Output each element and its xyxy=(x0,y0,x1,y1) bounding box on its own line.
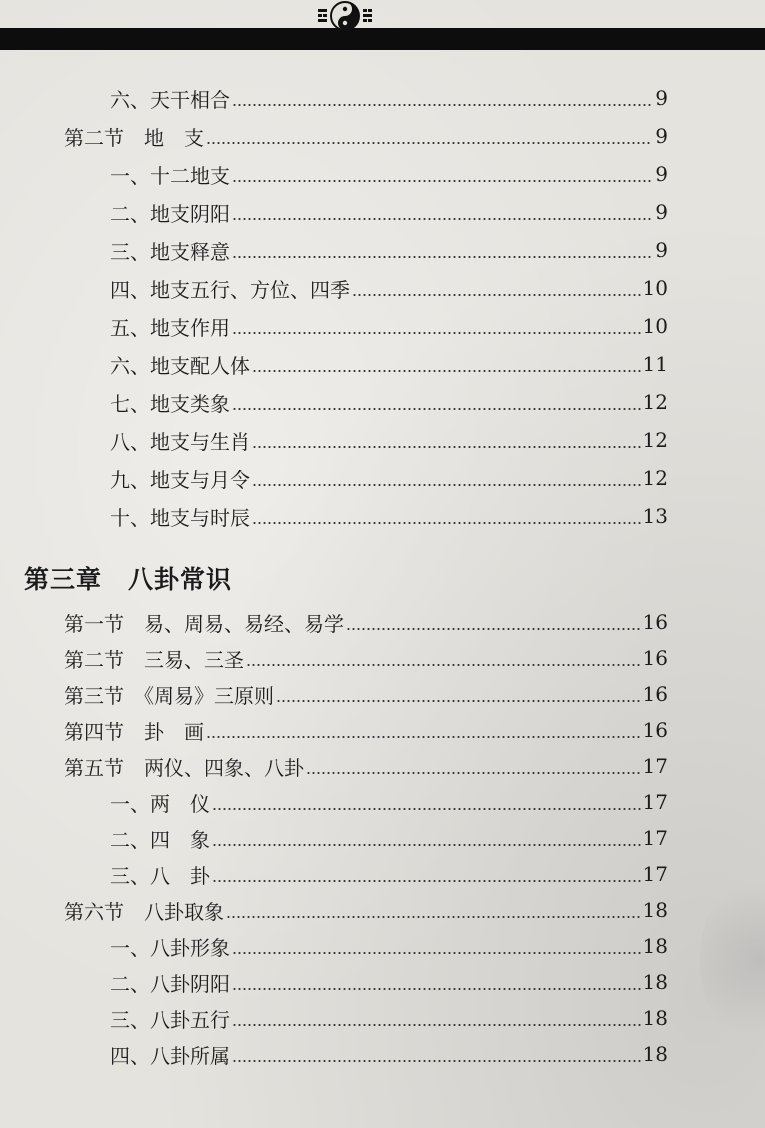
toc-page-number: 11 xyxy=(642,352,668,376)
toc-entry-label: 第二节 地 支 xyxy=(64,125,204,150)
taiji-yin-yang-icon xyxy=(314,0,376,34)
toc-item-entry xyxy=(0,233,765,267)
dot-leader xyxy=(346,611,641,633)
toc-page-number: 18 xyxy=(642,1006,668,1030)
toc-entry-label: 三、八 卦 xyxy=(110,863,210,888)
dot-leader xyxy=(232,87,652,109)
dot-leader xyxy=(232,391,641,413)
dot-leader xyxy=(306,755,641,777)
toc-entry-label: 二、四 象 xyxy=(110,827,210,852)
dot-leader xyxy=(276,683,641,705)
toc-section-entry xyxy=(0,119,765,153)
toc-item-entry xyxy=(0,857,765,891)
toc-page-number: 17 xyxy=(642,862,668,886)
toc-entry-label: 一、十二地支 xyxy=(110,163,230,188)
dot-leader xyxy=(212,827,641,849)
dot-leader xyxy=(232,163,652,185)
toc-page-number: 18 xyxy=(642,934,668,958)
dot-leader xyxy=(352,277,641,299)
toc-section-entry xyxy=(0,749,765,783)
dot-leader xyxy=(206,125,652,147)
toc-item-entry xyxy=(0,1001,765,1035)
toc-entry-label: 一、两 仪 xyxy=(110,791,210,816)
toc-entry-label: 九、地支与月令 xyxy=(110,467,250,492)
dot-leader xyxy=(232,239,652,261)
toc-item-entry xyxy=(0,309,765,343)
toc-item-entry xyxy=(0,821,765,855)
toc-section-entry xyxy=(0,893,765,927)
dot-leader xyxy=(226,899,641,921)
header-bar xyxy=(0,28,765,50)
dot-leader xyxy=(232,201,652,223)
chapter-heading: 第三章 八卦常识 xyxy=(24,565,233,594)
toc-page-number: 10 xyxy=(642,276,668,300)
toc-page-number: 17 xyxy=(642,754,668,778)
toc-item-entry xyxy=(0,499,765,533)
dot-leader xyxy=(232,935,641,957)
dot-leader xyxy=(252,467,641,489)
toc-entry-label: 五、地支作用 xyxy=(110,315,230,340)
toc-page-number: 18 xyxy=(642,970,668,994)
toc-entry-label: 十、地支与时辰 xyxy=(110,505,250,530)
toc-page-number: 16 xyxy=(642,718,668,742)
toc-entry-label: 二、地支阴阳 xyxy=(110,201,230,226)
toc-page-number: 9 xyxy=(655,200,668,224)
toc-item-entry xyxy=(0,81,765,115)
toc-section-entry xyxy=(0,641,765,675)
toc-page-number: 18 xyxy=(642,1042,668,1066)
toc-section-entry xyxy=(0,677,765,711)
toc-page-number: 12 xyxy=(642,428,668,452)
dot-leader xyxy=(232,971,641,993)
toc-item-entry xyxy=(0,347,765,381)
toc-entry-label: 二、八卦阴阳 xyxy=(110,971,230,996)
dot-leader xyxy=(252,353,641,375)
toc-page-number: 9 xyxy=(655,162,668,186)
dot-leader xyxy=(212,863,641,885)
toc-entry-label: 第三节 《周易》三原则 xyxy=(64,683,274,708)
toc-entry-label: 六、地支配人体 xyxy=(110,353,250,378)
toc-entry-label: 四、地支五行、方位、四季 xyxy=(110,277,350,302)
toc-page-number: 17 xyxy=(642,790,668,814)
toc-item-entry xyxy=(0,385,765,419)
toc-entry-label: 第四节 卦 画 xyxy=(64,719,204,744)
dot-leader xyxy=(212,791,641,813)
toc-page-number: 16 xyxy=(642,610,668,634)
toc-page-number: 9 xyxy=(655,86,668,110)
toc-page-number: 17 xyxy=(642,826,668,850)
toc-entry-label: 八、地支与生肖 xyxy=(110,429,250,454)
toc-item-entry xyxy=(0,271,765,305)
toc-item-entry xyxy=(0,423,765,457)
toc-section-entry xyxy=(0,713,765,747)
toc-entry-label: 七、地支类象 xyxy=(110,391,230,416)
toc-entry-label: 第一节 易、周易、易经、易学 xyxy=(64,611,344,636)
toc-entry-label: 第五节 两仪、四象、八卦 xyxy=(64,755,304,780)
toc-page-number: 16 xyxy=(642,646,668,670)
toc-item-entry xyxy=(0,965,765,999)
toc-item-entry xyxy=(0,929,765,963)
toc-item-entry xyxy=(0,1037,765,1071)
dot-leader xyxy=(252,505,641,527)
toc-entry-label: 四、八卦所属 xyxy=(110,1043,230,1068)
toc-page-number: 18 xyxy=(642,898,668,922)
toc-page-number: 12 xyxy=(642,466,668,490)
dot-leader xyxy=(232,1007,641,1029)
toc-page-number: 9 xyxy=(655,124,668,148)
toc-item-entry xyxy=(0,195,765,229)
toc-entry-label: 三、地支释意 xyxy=(110,239,230,264)
toc-page-number: 13 xyxy=(642,504,668,528)
toc-page-number: 16 xyxy=(642,682,668,706)
toc-section-entry xyxy=(0,605,765,639)
toc-entry-label: 第六节 八卦取象 xyxy=(64,899,224,924)
toc-page-number: 12 xyxy=(642,390,668,414)
dot-leader xyxy=(206,719,641,741)
toc-page-number: 10 xyxy=(642,314,668,338)
dot-leader xyxy=(232,1043,641,1065)
dot-leader xyxy=(246,647,641,669)
toc-entry-label: 六、天干相合 xyxy=(110,87,230,112)
toc-entry-label: 三、八卦五行 xyxy=(110,1007,230,1032)
toc-item-entry xyxy=(0,157,765,191)
toc-item-entry xyxy=(0,461,765,495)
toc-page-number: 9 xyxy=(655,238,668,262)
dot-leader xyxy=(232,315,641,337)
toc-item-entry xyxy=(0,785,765,819)
toc-entry-label: 一、八卦形象 xyxy=(110,935,230,960)
toc-entry-label: 第二节 三易、三圣 xyxy=(64,647,244,672)
dot-leader xyxy=(252,429,641,451)
